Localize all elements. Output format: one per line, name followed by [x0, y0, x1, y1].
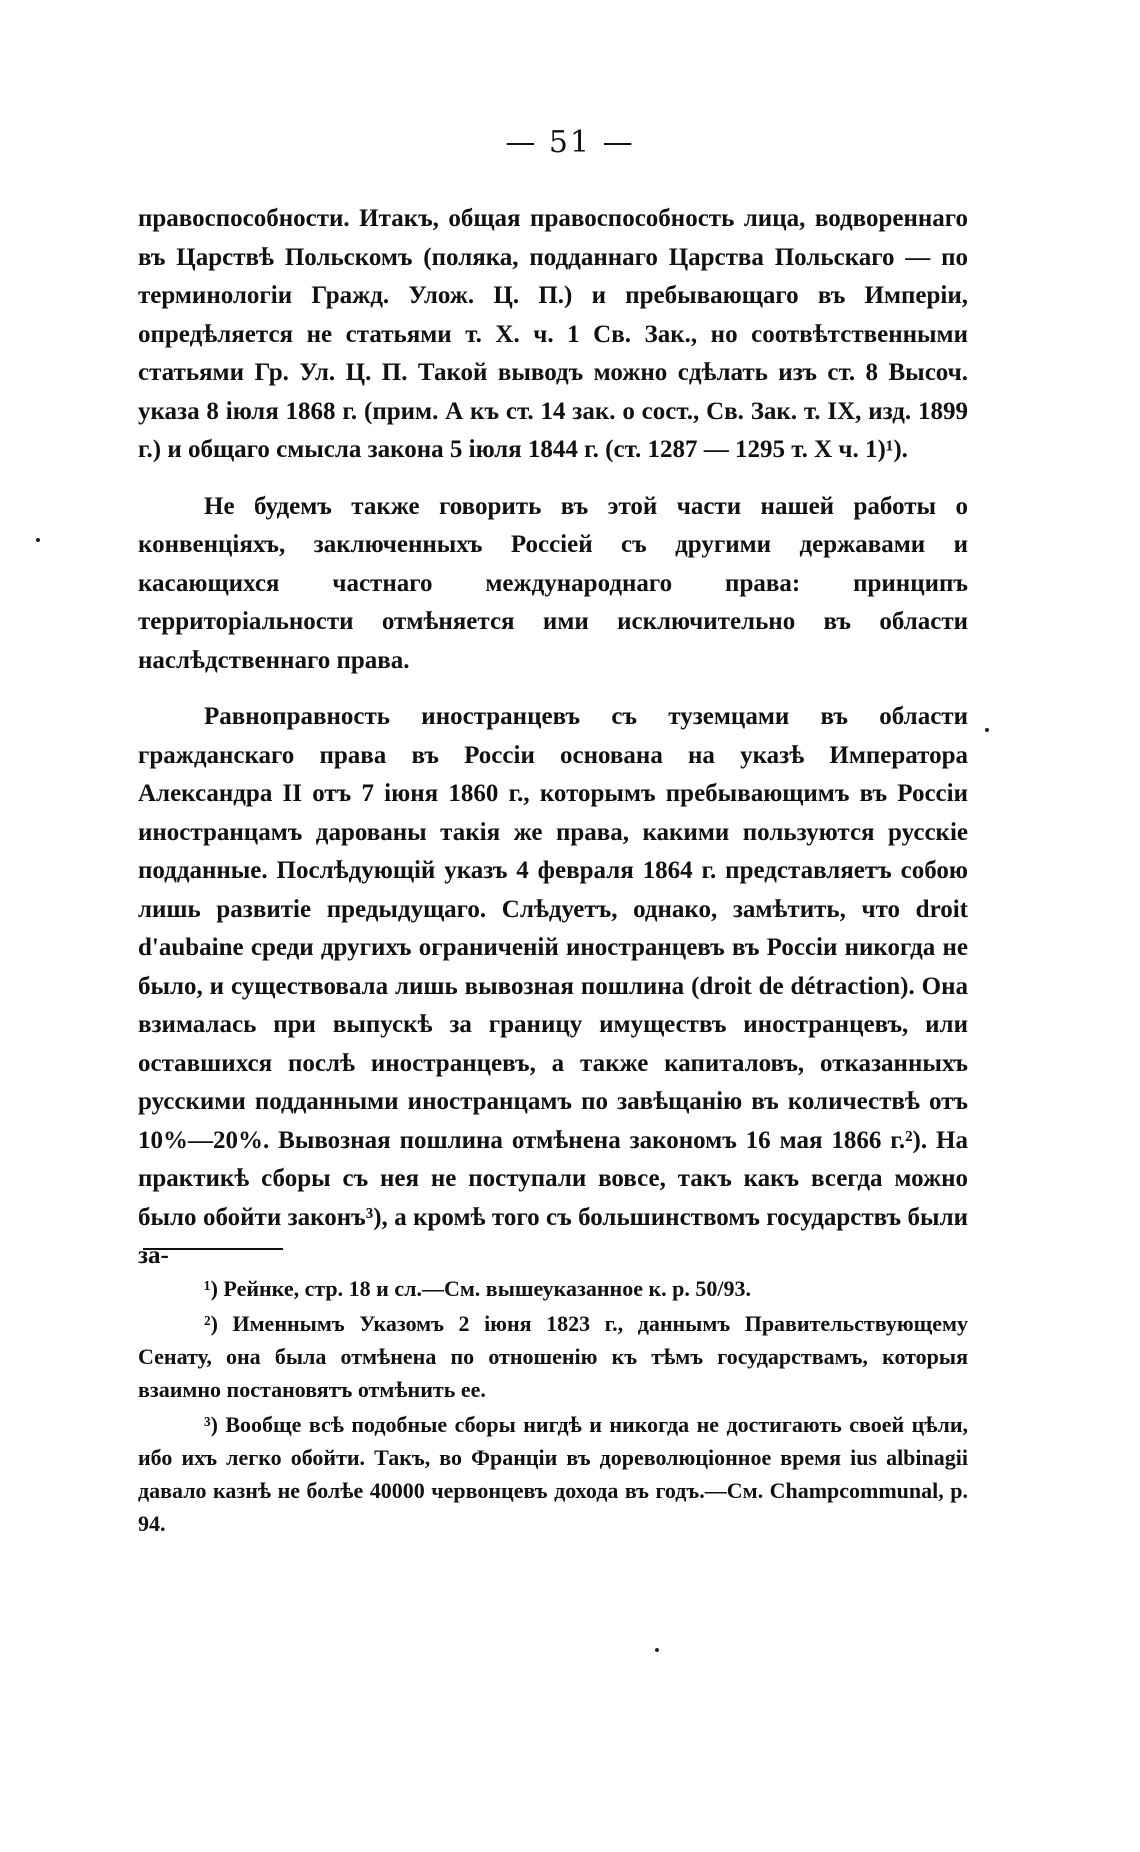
footnote-divider	[143, 1248, 283, 1250]
footnote-3: ³) Вообще всѣ подобные сборы нигдѣ и никогда не достигають своей цѣли, ибо ихъ легко обойти. Такъ, во Франціи въ дореволюціонное время ius albinagii давало казнѣ не болѣе 40000 червонцевъ дохода въ годъ.—См. Champcommunal, p. 94.	[138, 1412, 968, 1536]
scan-speck	[655, 1648, 659, 1652]
scan-speck	[36, 538, 40, 542]
footnote-2: ²) Именнымъ Указомъ 2 іюня 1823 г., даннымъ Правительствующему Сенату, она была отмѣнена по отношенію къ тѣмъ государствамъ, которыя взаимно постановятъ отмѣнить ее.	[138, 1311, 968, 1402]
paragraph-3: Равноправность иностранцевъ съ туземцами въ области гражданскаго права въ Россіи основана на указѣ Императора Александра II отъ 7 іюня 1860 г., которымъ пребывающимъ въ Россіи иностранцамъ дарованы такія же права, какими пользуются русскіе подданные. Послѣдующій указъ 4 февраля 1864 г. представляетъ собою лишь развитіе предыдущаго. Слѣдуетъ, однако, замѣтить, что droit d'aubaine среди другихъ ограниченій иностранцевъ въ Россіи никогда не было, и существовала лишь вывозная пошлина (droit de détraction). Она взималась при выпускѣ за границу имуществъ иностранцевъ, или оставшихся послѣ иностранцевъ, а также капиталовъ, отказанныхъ русскими подданными иностранцамъ по завѣщанію въ количествѣ отъ 10%—20%. Вывозная пошлина отмѣнена закономъ 16 мая 1866 г.²). На практикѣ сборы съ нея не поступали вовсе, такъ какъ всегда можно было обойти законъ³), а кромѣ того съ большинствомъ государствъ были за-	[138, 703, 968, 1269]
page-number: — 51 —	[505, 125, 635, 160]
paragraph-2: Не будемъ также говорить въ этой части нашей работы о конвенціяхъ, заключенныхъ Россіей съ другими державами и касающихся частнаго международнаго права: принципъ территоріальности отмѣняется ими исключительно въ области наслѣдственнаго права.	[138, 492, 968, 674]
footnote-1: ¹) Рейнке, стр. 18 и сл.—См. вышеуказанное к. р. 50/93.	[204, 1276, 751, 1301]
scan-speck	[985, 728, 989, 732]
main-text	[138, 200, 968, 1276]
paragraph-1: правоспособности. Итакъ, общая правоспособность лица, водвореннаго въ Царствѣ Польскомъ (поляка, подданнаго Царства Польскаго — по терминологіи Гражд. Улож. Ц. П.) и пребывающаго въ Имперіи, опредѣляется не статьями т. X. ч. 1 Св. Зак., но соотвѣтственными статьями Гр. Ул. Ц. П. Такой выводъ можно сдѣлать изъ ст. 8 Высоч. указа 8 іюля 1868 г. (прим. А къ ст. 14 зак. о сост., Св. Зак. т. IX, изд. 1899 г.) и общаго смысла закона 5 іюля 1844 г. (ст. 1287 — 1295 т. X ч. 1)¹).	[138, 205, 968, 463]
footnotes	[138, 1272, 968, 1542]
